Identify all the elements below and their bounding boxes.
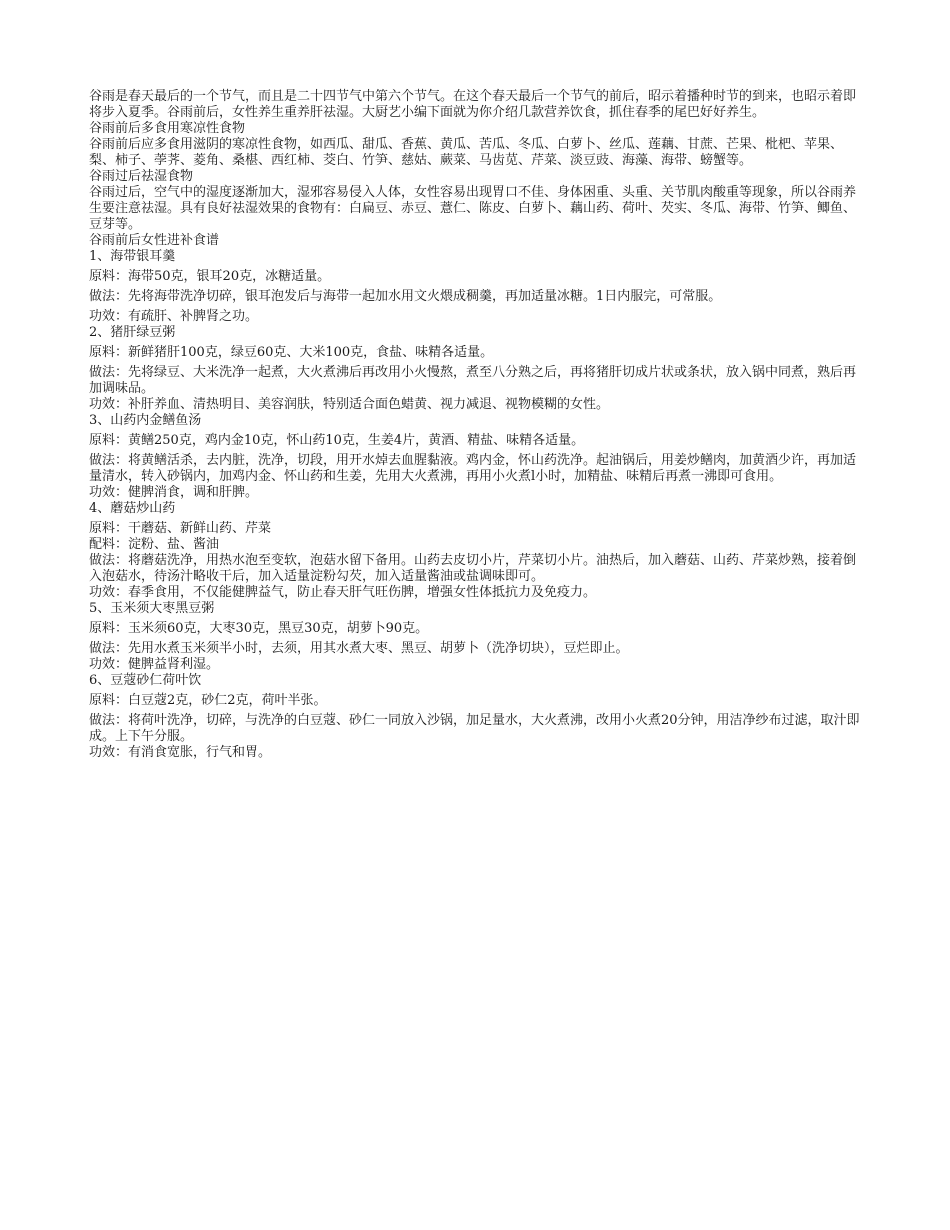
recipe-ingredients: 原料：干蘑菇、新鲜山药、芹菜	[89, 521, 272, 536]
section-body-cold-foods: 谷雨前后应多食用滋阴的寒凉性食物，如西瓜、甜瓜、香蕉、黄瓜、苦瓜、冬瓜、白萝卜、丝瓜、莲藕、甘蔗、芒果、枇杷、苹果、梨、柿子、荸荠、菱角、桑椹、西红柿、茭白、竹笋、慈姑、蕨菜、马齿苋、芹菜、淡豆豉、海藻、海带、螃蟹等。	[89, 137, 844, 168]
recipe-method: 做法：将蘑菇洗净，用热水泡至变软，泡菇水留下备用。山药去皮切小片，芹菜切小片。油热后，加入蘑菇、山药、芹菜炒熟，接着倒入泡菇水，待汤汁略收干后，加入适量淀粉勾芡，加入适量酱油或盐调味即可。	[89, 553, 857, 584]
recipe-method: 做法：先将绿豆、大米洗净一起煮，大火煮沸后再改用小火慢熬，煮至八分熟之后，再将猪肝切成片状或条状，放入锅中同煮，熟后再加调味品。	[89, 365, 857, 396]
recipe-title: 4、蘑菇炒山药	[89, 501, 176, 516]
recipe-title: 2、猪肝绿豆粥	[89, 325, 176, 340]
intro-paragraph: 谷雨是春天最后的一个节气，而且是二十四节气中第六个节气。在这个春天最后一个节气的前后，昭示着播种时节的到来，也昭示着即将步入夏季。谷雨前后，女性养生重养肝祛湿。大厨艺小编下面就为你介绍几款营养饮食，抓住春季的尾巴好好养生。	[89, 89, 857, 120]
recipe-effect: 功效：健脾益肾利湿。	[89, 657, 220, 672]
recipe-effect: 功效：补肝养血、清热明目、美容润肤，特别适合面色蜡黄、视力减退、视物模糊的女性。	[89, 397, 610, 412]
recipe-ingredients: 原料：海带50克，银耳20克，冰糖适量。	[89, 269, 331, 284]
recipe-effect: 功效：健脾消食，调和肝脾。	[89, 485, 259, 500]
recipe-seasonings: 配料：淀粉、盐、酱油	[89, 537, 220, 552]
recipe-effect: 功效：有消食宽胀，行气和胃。	[89, 745, 272, 760]
article	[89, 89, 864, 761]
recipe-effect: 功效：有疏肝、补脾肾之功。	[89, 309, 259, 324]
section-body-dampness-foods: 谷雨过后，空气中的湿度逐渐加大，湿邪容易侵入人体，女性容易出现胃口不佳、身体困重、头重、关节肌肉酸重等现象，所以谷雨养生要注意祛湿。具有良好祛湿效果的食物有：白扁豆、赤豆、薏仁、陈皮、白萝卜、藕山药、荷叶、芡实、冬瓜、海带、竹笋、鲫鱼、豆芽等。	[89, 185, 857, 232]
recipe-method: 做法：先将海带洗净切碎，银耳泡发后与海带一起加水用文火煨成稠羹，再加适量冰糖。1日内服完，可常服。	[89, 289, 722, 304]
recipe-title: 3、山药内金鳝鱼汤	[89, 413, 202, 428]
recipe-ingredients: 原料：白豆蔻2克，砂仁2克，荷叶半张。	[89, 693, 327, 708]
recipe-method: 做法：先用水煮玉米须半小时，去须，用其水煮大枣、黑豆、胡萝卜（洗净切块），豆烂即止。	[89, 641, 629, 656]
section-heading-cold-foods: 谷雨前后多食用寒凉性食物	[89, 121, 246, 136]
recipe-ingredients: 原料：玉米须60克，大枣30克，黑豆30克，胡萝卜90克。	[89, 621, 429, 636]
recipe-title: 6、豆蔻砂仁荷叶饮	[89, 673, 202, 688]
recipe-ingredients: 原料：黄鳝250克，鸡内金10克，怀山药10克，生姜4片，黄酒、精盐、味精各适量。	[89, 433, 585, 448]
recipe-method: 做法：将荷叶洗净，切碎，与洗净的白豆蔻、砂仁一同放入沙锅，加足量水，大火煮沸，改用小火煮20分钟，用洁净纱布过滤，取汁即成。上下午分服。	[89, 713, 860, 744]
recipe-method: 做法：将黄鳝活杀，去内脏，洗净，切段，用开水焯去血腥黏液。鸡内金，怀山药洗净。起油锅后，用姜炒鳝肉，加黄酒少许，再加适量清水，转入砂锅内，加鸡内金、怀山药和生姜，先用大火煮沸，再用小火煮l小时，加精盐、味精后再煮一沸即可食用。	[89, 453, 857, 484]
section-heading-dampness-foods: 谷雨过后祛湿食物	[89, 169, 194, 184]
recipe-ingredients: 原料：新鲜猪肝100克，绿豆60克、大米100克，食盐、味精各适量。	[89, 345, 494, 360]
recipe-title: 1、海带银耳羹	[89, 249, 176, 264]
recipe-effect: 功效：春季食用，不仅能健脾益气，防止春天肝气旺伤脾，增强女性体抵抗力及免疫力。	[89, 585, 597, 600]
recipe-title: 5、玉米须大枣黑豆粥	[89, 601, 215, 616]
recipes-heading: 谷雨前后女性进补食谱	[89, 233, 220, 248]
